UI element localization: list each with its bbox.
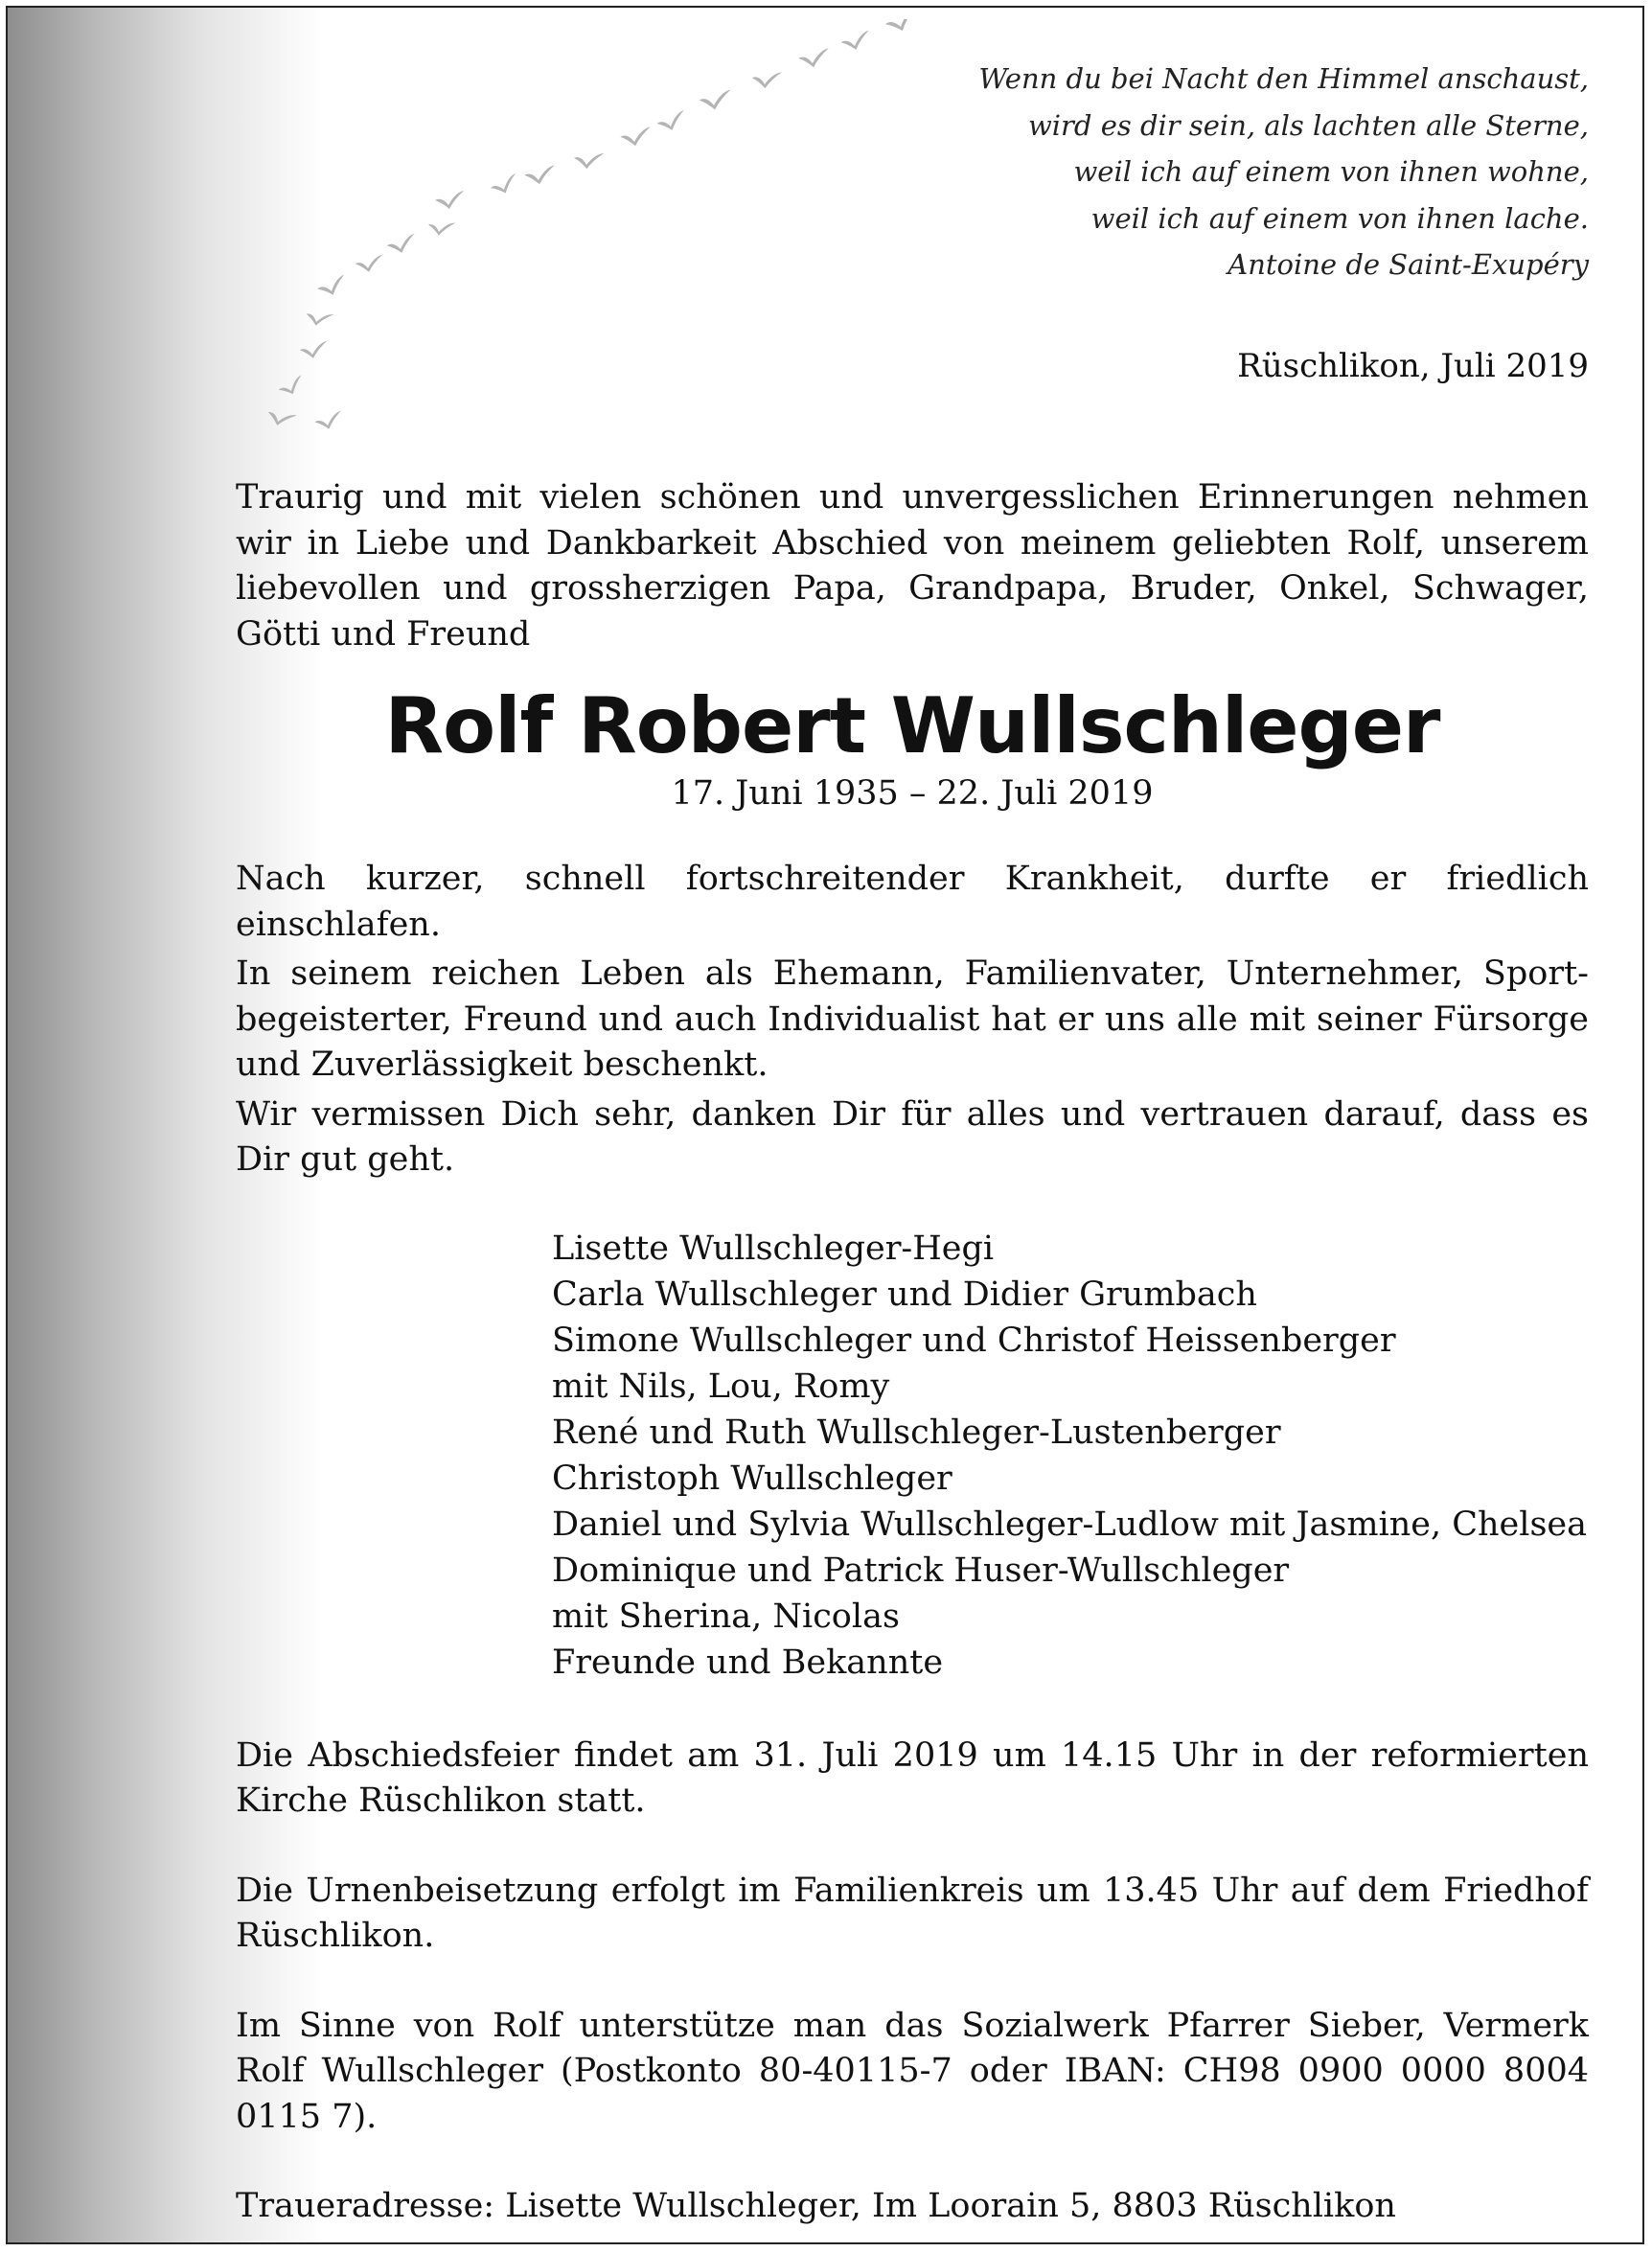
mourner-item: mit Sherina, Nicolas (552, 1597, 900, 1636)
mourner-item: Daniel und Sylvia Wullschleger-Ludlow mit Jasmine, Chelsea (552, 1505, 1588, 1544)
ceremony-info: Die Abschiedsfeier findet am 31. Juli 2019 um 14.15 Uhr in der reformierten Kirche Rüschlikon statt. (236, 1735, 1589, 1820)
intro-paragraph: Traurig und mit vielen schönen und unvergesslichen Erinnerungen nehmen wir in Liebe und Dankbarkeit Abschied von meinem geliebten Rolf, unserem liebevollen und grossherzigen Papa, Grandpapa, Bruder, Onkel, Schwager, Götti und Freund (236, 478, 1589, 654)
quote-line: weil ich auf einem von ihnen lache. (1090, 201, 1589, 235)
birds-group (264, 19, 918, 431)
mourner-item: Freunde und Bekannte (552, 1643, 944, 1682)
mourning-address: Traueradresse: Lisette Wullschleger, Im Loorain 5, 8803 Rüschlikon (236, 2187, 1396, 2225)
body-paragraph: Wir vermissen Dich sehr, danken Dir für alles und vertrauen darauf, dass es Dir gut geht. (236, 1094, 1589, 1179)
donation-info: Im Sinne von Rolf unterstütze man das Sozialwerk Pfarrer Sieber, Vermerk Rolf Wullschleger (Postkonto 80-40115-7 oder IBAN: CH98 0900 0000 8004 0115 7). (236, 2006, 1589, 2136)
body-paragraph: Nach kurzer, schnell fortschreitender Krankheit, durfte er friedlich einschlafen. (236, 860, 1589, 944)
mourner-item: Carla Wullschleger und Didier Grumbach (552, 1275, 1257, 1314)
quote-line: wird es dir sein, als lachten alle Sterne, (1027, 108, 1589, 142)
place-date: Rüschlikon, Juli 2019 (1237, 347, 1589, 385)
mourner-item: René und Ruth Wullschleger-Lustenberger (552, 1413, 1281, 1452)
mourner-item: Christoph Wullschleger (552, 1459, 952, 1498)
quote-block (860, 56, 1589, 288)
body-paragraph: In seinem reichen Leben als Ehemann, Familienvater, Unternehmer, Sportbegeisterter, Freund und auch Individualist hat er uns alle mit seiner Fürsorge und Zuverlässigkeit beschenkt. (236, 954, 1589, 1084)
flying-birds-icon (240, 19, 968, 460)
mourner-item: mit Nils, Lou, Romy (552, 1367, 890, 1406)
obituary-content (236, 475, 1589, 2230)
quote-line: Wenn du bei Nacht den Himmel anschaust, (978, 62, 1589, 95)
mourners-list (236, 1226, 1589, 1686)
deceased-name: Rolf Robert Wullschleger (384, 681, 1440, 770)
quote-line: weil ich auf einem von ihnen wohne, (1073, 155, 1589, 188)
quote-author: Antoine de Saint-Exupéry (1228, 248, 1589, 281)
mourner-item: Dominique und Patrick Huser-Wullschleger (552, 1551, 1290, 1590)
mourner-item: Lisette Wullschleger-Hegi (552, 1229, 995, 1268)
mourner-item: Simone Wullschleger und Christof Heissenberger (552, 1321, 1396, 1360)
urn-info: Die Urnenbeisetzung erfolgt im Familienkreis um 13.45 Uhr auf dem Friedhof Rüschlikon. (236, 1871, 1589, 1955)
life-dates: 17. Juni 1935 – 22. Juli 2019 (671, 774, 1154, 813)
